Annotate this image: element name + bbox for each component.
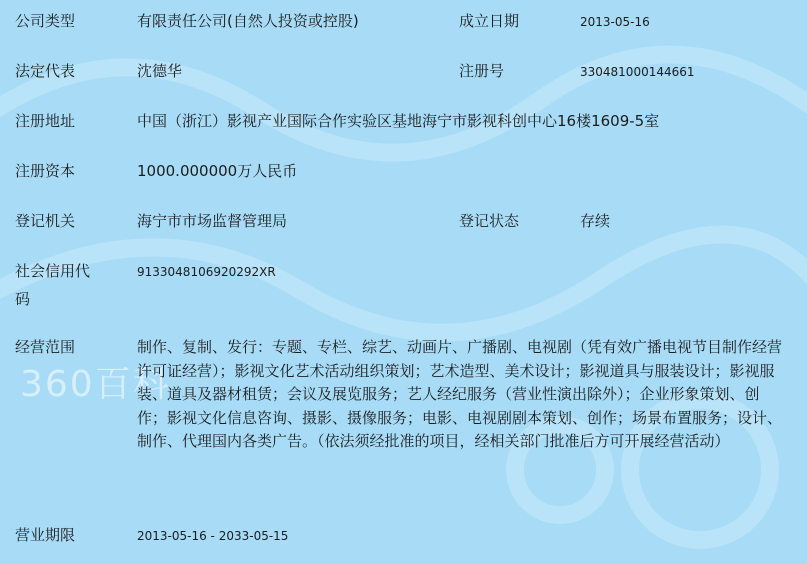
value-scope: 制作、复制、发行：专题、专栏、综艺、动画片、广播剧、电视剧（凭有效广播电视节目制作经营许可证经营）；影视文化艺术活动组织策划；艺术造型、美术设计；影视道具与服装设计；影视服装、道具及器材租赁；会议及展览服务；艺人经纪服务（营业性演出除外）；企业形象策划、创作；影视文化信息咨询、摄影、摄像服务；电影、电视剧剧本策划、创作；场景布置服务；设计、制作、代理国内各类广告。（依法须经批准的项目，经相关部门批准后方可开展经营活动）: [137, 338, 783, 450]
value-capital: 1000.000000万人民币: [137, 162, 298, 180]
value-status: 存续: [580, 212, 611, 230]
value-legal-rep: 沈德华: [137, 62, 183, 80]
label-authority: 登记机关: [15, 212, 76, 230]
value-company-type: 有限责任公司(自然人投资或控股): [137, 12, 359, 30]
value-credit-code: 9133048106920292XR: [137, 265, 276, 279]
label-reg-no: 注册号: [459, 62, 505, 80]
label-address: 注册地址: [15, 112, 76, 130]
label-established: 成立日期: [459, 12, 520, 30]
value-term: 2013-05-16 - 2033-05-15: [137, 529, 289, 543]
value-reg-no: 330481000144661: [580, 65, 695, 79]
value-established: 2013-05-16: [580, 15, 650, 29]
label-capital: 注册资本: [15, 162, 76, 180]
label-credit-code-line1: 社会信用代: [15, 262, 91, 280]
label-credit-code-line2: 码: [15, 290, 31, 308]
label-term: 营业期限: [15, 526, 76, 544]
watermark-logo: 360百科: [20, 364, 171, 405]
label-status: 登记状态: [459, 212, 520, 230]
label-company-type: 公司类型: [15, 12, 76, 30]
value-address: 中国（浙江）影视产业国际合作实验区基地海宁市影视科创中心16楼1609-5室: [137, 112, 660, 130]
label-scope: 经营范围: [15, 338, 76, 356]
label-legal-rep: 法定代表: [15, 62, 76, 80]
value-authority: 海宁市市场监督管理局: [137, 212, 288, 230]
